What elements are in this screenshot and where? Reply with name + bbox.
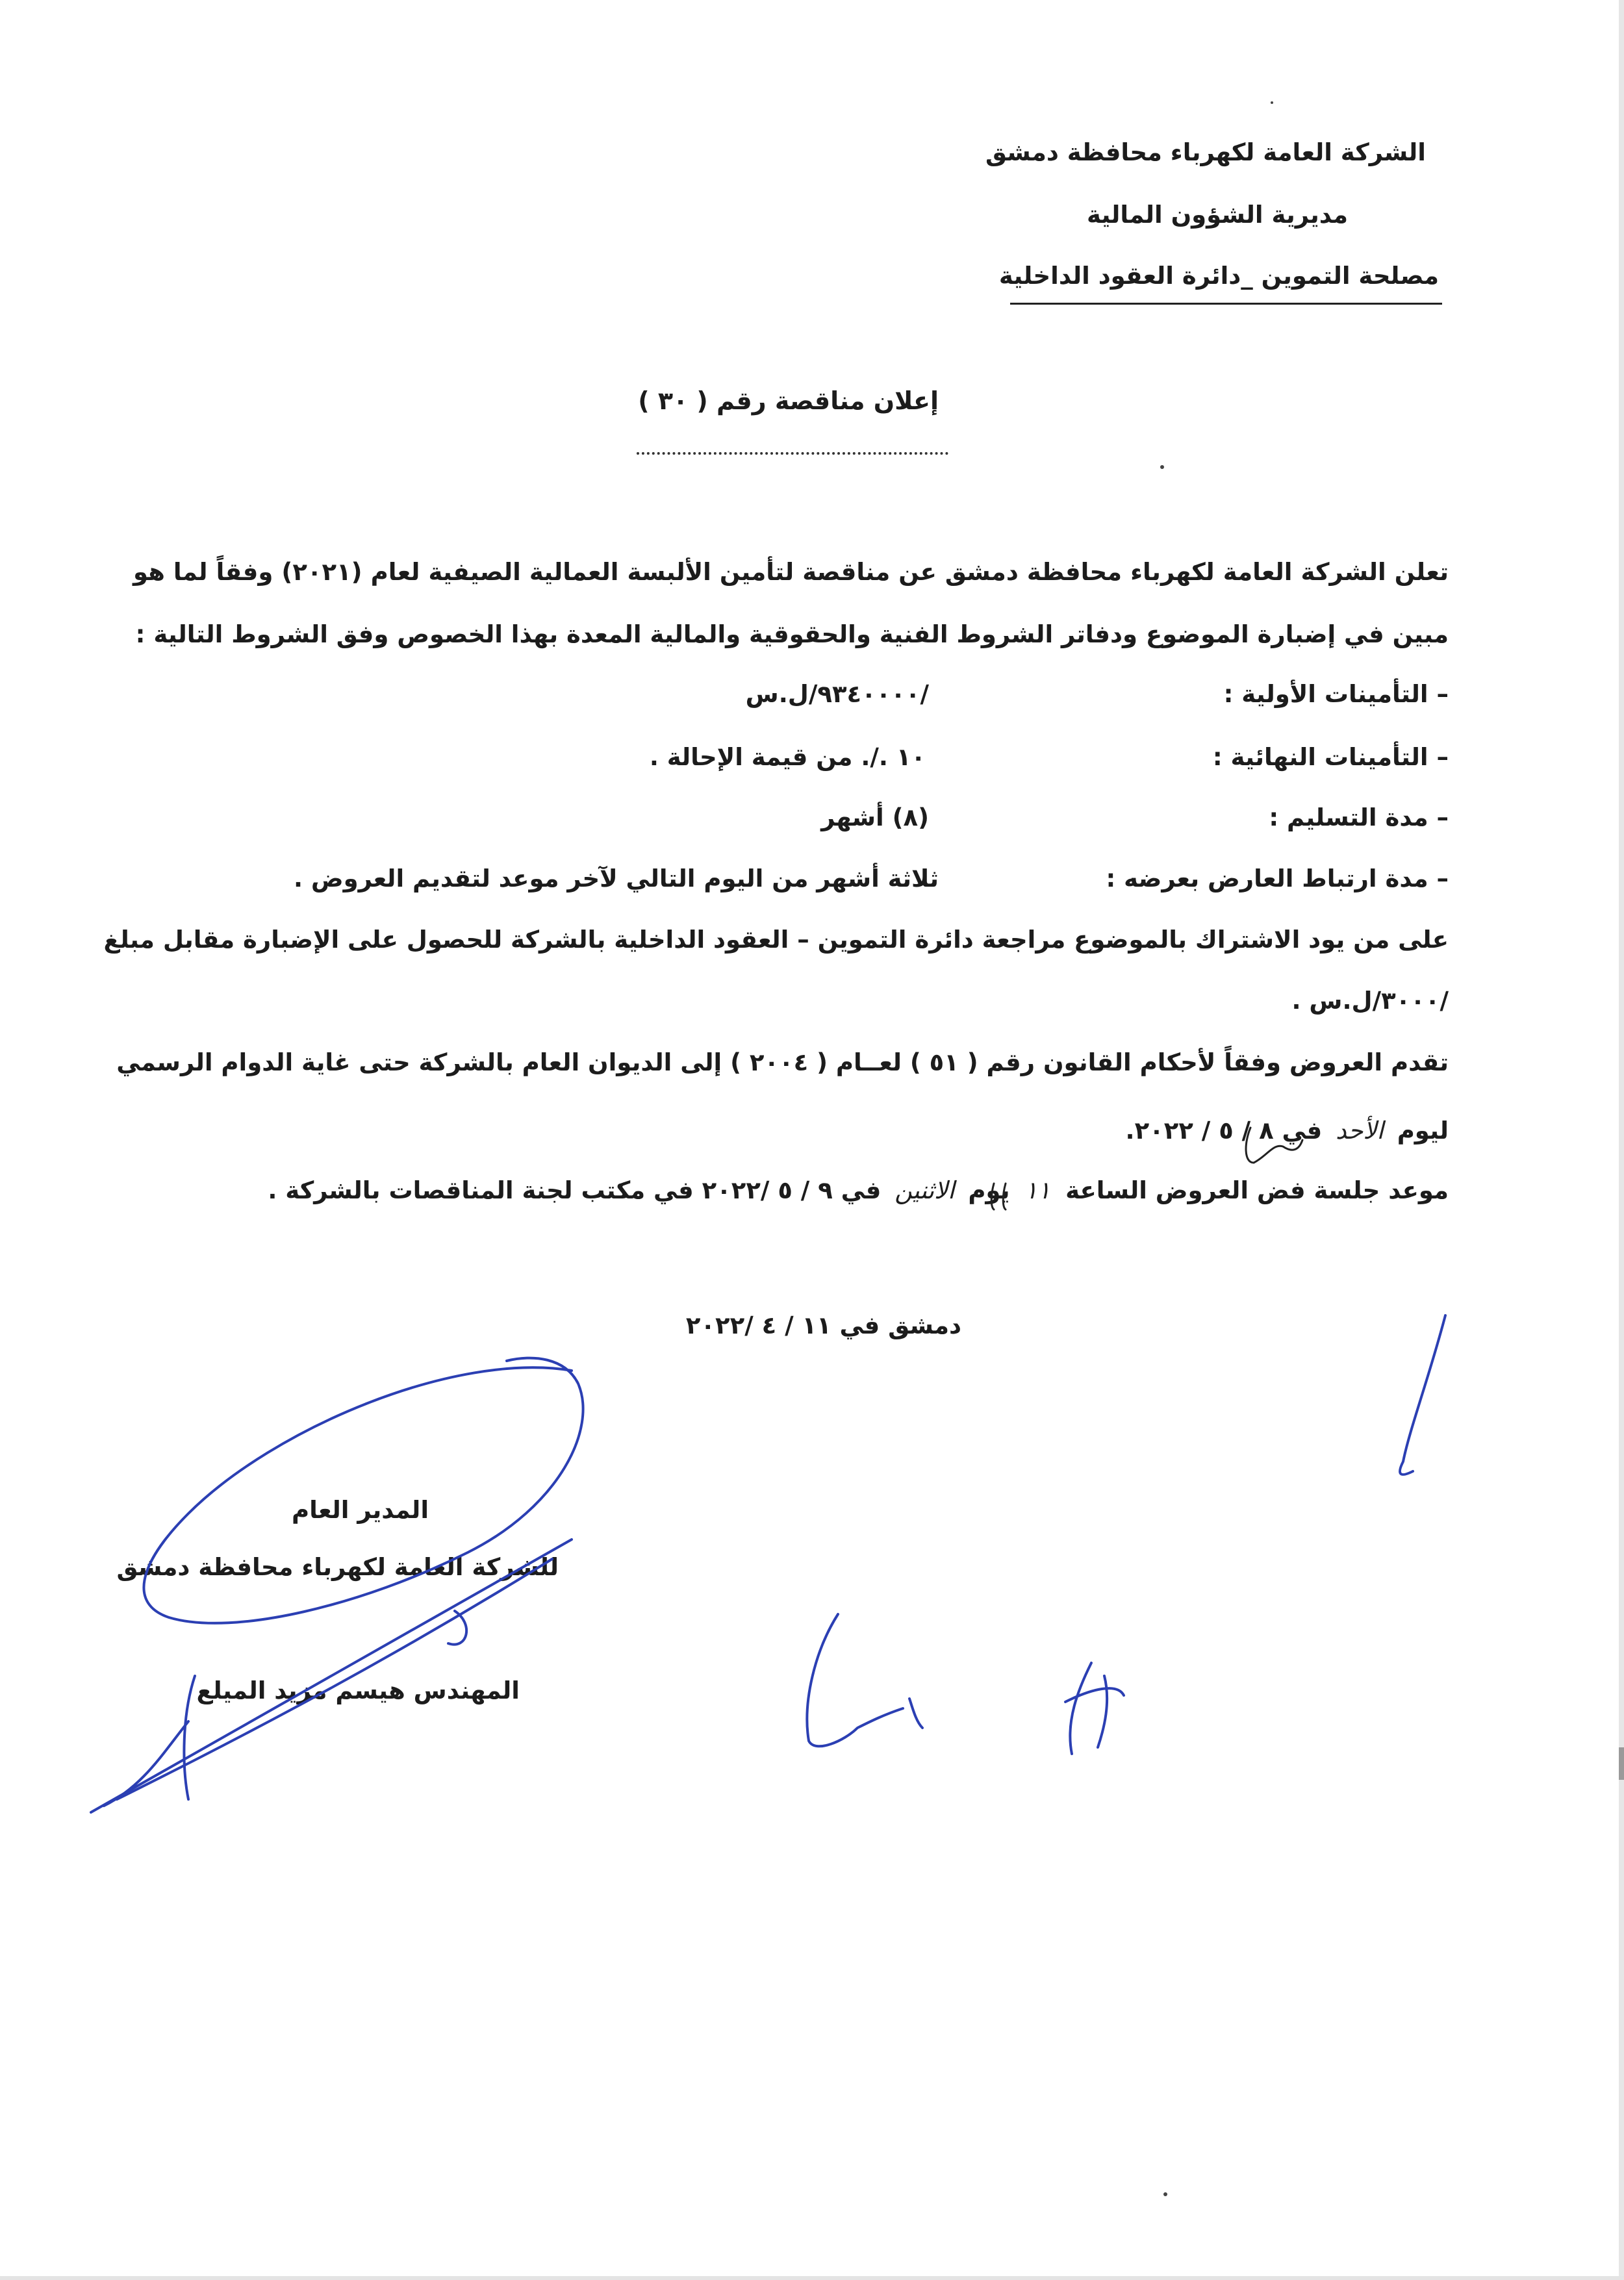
condition-value: ثلاثة أشهر من اليوم التالي لآخر موعد لتقديم العروض . [293,865,939,893]
condition-label: – مدة ارتباط العارض بعرضه : [1106,865,1449,893]
header-department: مصلحة التموين _دائرة العقود الداخلية [998,262,1439,290]
scan-dot [1271,101,1273,104]
scan-edge-right [1619,0,1624,2280]
submission-day-handwritten: الأحد [1336,1117,1384,1145]
condition-label: – مدة التسليم : [1269,804,1449,831]
opening-day-prefix: يوم [968,1176,1010,1204]
opening-prefix: موعد جلسة فض العروض الساعة [1065,1176,1449,1204]
condition-value: ١٠ ./. من قيمة الإحالة . [649,743,926,771]
signature-loop [144,1358,583,1623]
intro-line-2: مبين في إضبارة الموضوع ودفاتر الشروط الفنية والحقوقية والمالية المعدة بهذا الخصوص وفق الشروط التالية : [135,620,1449,648]
margin-stroke [1400,1315,1445,1475]
header-company: الشركة العامة لكهرباء محافظة دمشق [985,138,1426,166]
initial-mark-1 [807,1614,922,1746]
condition-value: /٩٣٤٠٠٠٠/ل.س [745,680,929,708]
scan-edge-mark [1619,1747,1624,1780]
participation-line-2: /٣٠٠٠/ل.س . [1291,987,1449,1015]
intro-line-1: تعلن الشركة العامة لكهرباء محافظة دمشق عن مناقصة لتأمين الألبسة العمالية الصيفية لعام (٢٠٢١) وفقاً لما هو [133,558,1449,586]
condition-value: (٨) أشهر [821,804,929,831]
submission-line-1: تقدم العروض وفقاً لأحكام القانون رقم ( ٥١ ) لعــام ( ٢٠٠٤ ) إلى الديوان العام بالشركة حتى غاية الدوام الرسمي [116,1048,1449,1076]
scan-dot [1163,2192,1167,2196]
scan-edge-bottom [0,2276,1624,2280]
scan-dot [1160,465,1164,469]
signature-name: المهندس هيسم مزيد الميلع [196,1677,520,1704]
participation-line-1: على من يود الاشتراك بالموضوع مراجعة دائرة التموين – العقود الداخلية بالشركة للحصول على الإضبارة مقابل مبلغ [103,926,1449,954]
signature-flourish [104,1611,466,1806]
announcement-title: إعلان مناقصة رقم ( ٣٠ ) [638,386,939,415]
opening-date: في ٩ / ٥ /٢٠٢٢ في مكتب لجنة المناقصات بالشركة . [268,1176,882,1204]
header-underline [1010,303,1442,305]
header-directorate: مديرية الشؤون المالية [1087,201,1348,229]
initial-mark-2 [1065,1663,1124,1754]
signature-org: للشركة العامة لكهرباء محافظة دمشق [116,1553,559,1581]
signature-title: المدير العام [291,1496,429,1524]
issue-date: دمشق في ١١ / ٤ /٢٠٢٢ [685,1311,961,1339]
condition-label: – التأمينات النهائية : [1212,743,1449,771]
opening-hour-handwritten: ١١ [1024,1176,1051,1204]
condition-label: – التأمينات الأولية : [1223,680,1449,708]
submission-date: في ٨ / ٥ / ٢٠٢٢. [1125,1117,1323,1145]
submission-day-prefix: ليوم [1397,1117,1449,1145]
opening-line [268,1178,1449,1202]
opening-day-handwritten: الاثنين [894,1176,955,1204]
announcement-underline [637,452,948,455]
submission-line-2 [1126,1119,1449,1143]
